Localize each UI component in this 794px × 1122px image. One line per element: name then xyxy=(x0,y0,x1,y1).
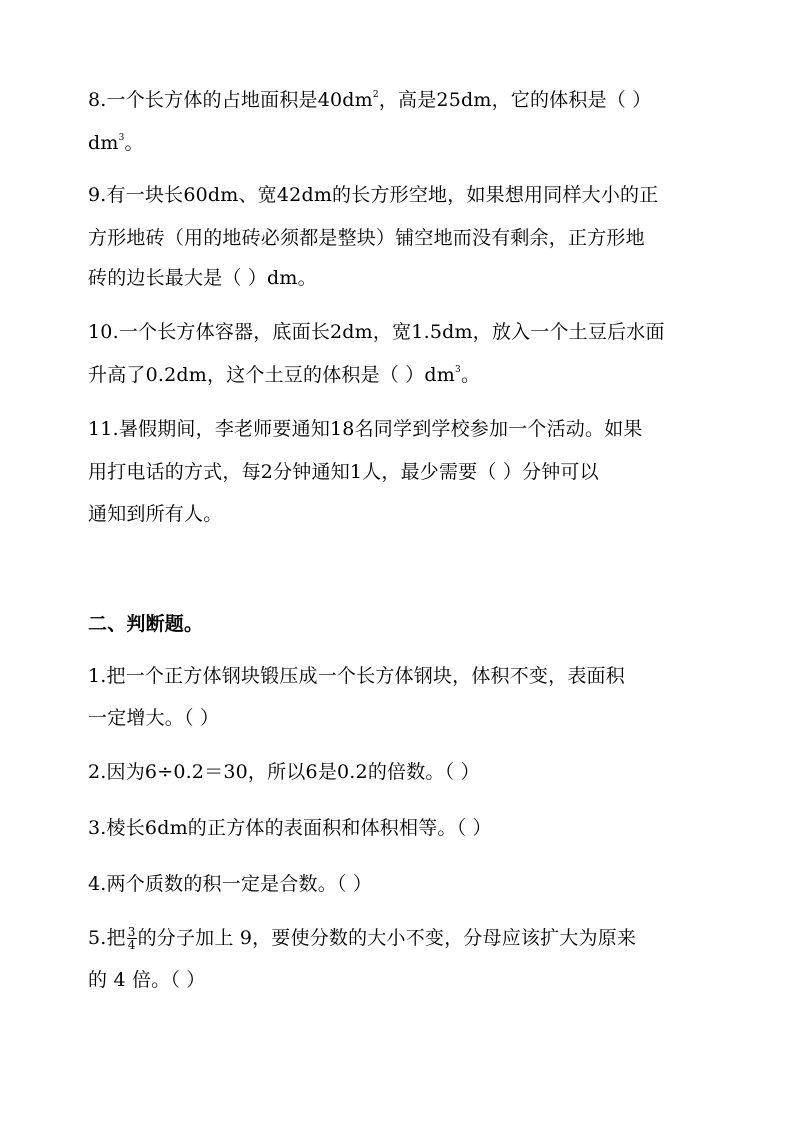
question-8-line-1 xyxy=(88,88,651,112)
q10-exponent-3: 3 xyxy=(455,365,461,375)
judgment-q4: 4.两个质数的积一定是合数。（ ） xyxy=(88,873,373,895)
judgment-q1-line-2: 一定增大。（ ） xyxy=(88,707,220,729)
section-heading-judgment: 二、判断题。 xyxy=(88,613,204,635)
fraction-denominator: 4 xyxy=(127,937,136,952)
question-10-line-2 xyxy=(88,363,480,387)
q8-text-a: 8.一个长方体的占地面积是40dm xyxy=(88,89,373,111)
question-10-line-1: 10.一个长方体容器，底面长2dm，宽1.5dm，放入一个土豆后水面 xyxy=(88,321,665,343)
q8-end: 。 xyxy=(124,132,144,154)
q8-text-b: ，高是25dm，它的体积是（ ） xyxy=(378,89,652,111)
q5-prefix: 5.把 xyxy=(88,927,126,949)
question-9-line-3: 砖的边长最大是（ ）dm。 xyxy=(88,267,317,289)
judgment-q5-line-1 xyxy=(88,926,636,952)
question-11-line-3: 通知到所有人。 xyxy=(88,503,223,525)
question-11-line-2: 用打电话的方式，每2分钟通知1人，最少需要（ ）分钟可以 xyxy=(88,461,599,483)
judgment-q1-line-1: 1.把一个正方体钢块锻压成一个长方体钢块，体积不变，表面积 xyxy=(88,665,625,687)
q8-exponent-2: 2 xyxy=(372,90,379,100)
judgment-q2: 2.因为6÷0.2＝30，所以6是0.2的倍数。（ ） xyxy=(88,761,480,783)
question-9-line-1: 9.有一块长60dm、宽42dm的长方形空地，如果想用同样大小的正 xyxy=(88,184,659,206)
q8-unit: dm xyxy=(88,132,119,154)
judgment-q3: 3.棱长6dm的正方体的表面积和体积相等。（ ） xyxy=(88,817,492,839)
question-11-line-1: 11.暑假期间，李老师要通知18名同学到学校参加一个活动。如果 xyxy=(88,418,643,440)
judgment-q5-line-2: 的 4 倍。（ ） xyxy=(88,969,206,991)
q10-end: 。 xyxy=(460,364,481,386)
q10-text-a: 升高了0.2dm，这个土豆的体积是（ ）dm xyxy=(88,364,456,386)
q5-rest: 的分子加上 9，要使分数的大小不变，分母应该扩大为原来 xyxy=(137,927,637,949)
question-8-line-2 xyxy=(88,131,144,155)
fraction-numerator: 3 xyxy=(127,924,136,939)
q8-exponent-3: 3 xyxy=(118,133,125,143)
question-9-line-2: 方形地砖（用的地砖必须都是整块）铺空地而没有剩余，正方形地 xyxy=(88,227,645,249)
fraction-three-quarters xyxy=(127,926,137,951)
